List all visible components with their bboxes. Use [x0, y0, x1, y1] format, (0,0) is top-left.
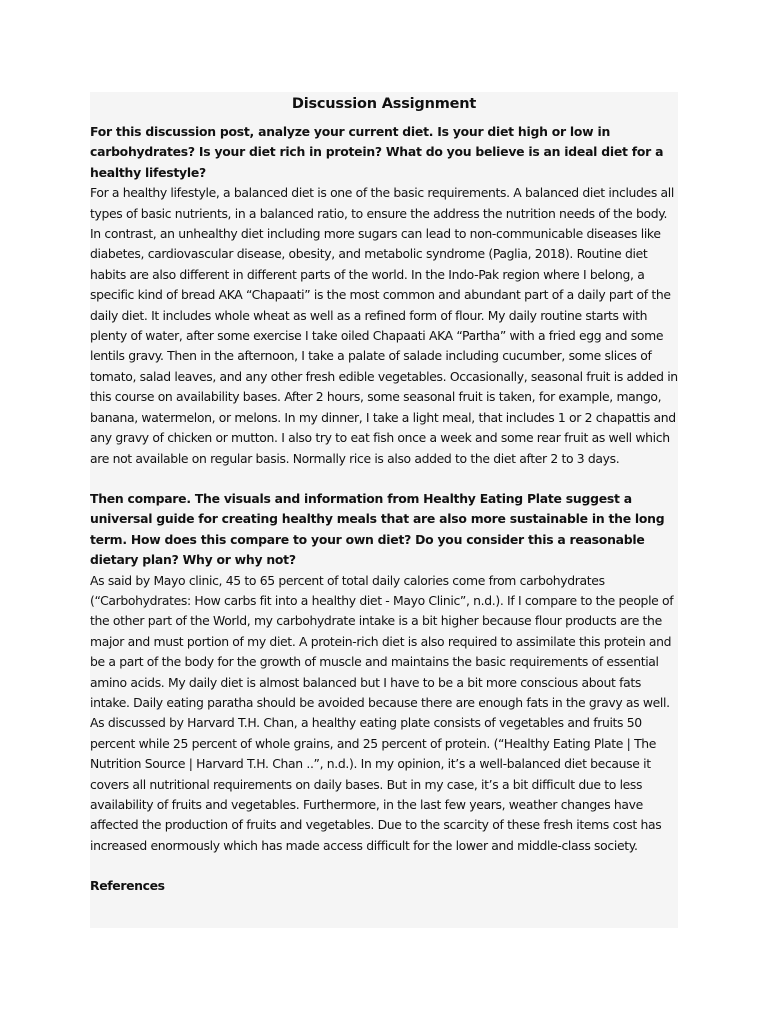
document-body [90, 122, 678, 897]
paragraph-spacer [90, 469, 678, 489]
answer-2: As said by Mayo clinic, 45 to 65 percent of total daily calories come from carbohydrates (“Carbohydrates: How carbs fit into a healthy diet - Mayo Clinic”, n.d.). If I compare to the people of the other part of the World, my carbohydrate intake is a bit higher because flour products are the major and must portion of my diet. A protein-rich diet is also required to assimilate this protein and be a part of the body for the growth of muscle and maintains the basic requirements of essential amino acids. My daily diet is almost balanced but I have to be a bit more conscious about fats intake. Daily eating paratha should be avoided because there are enough fats in the gravy as well. As discussed by Harvard T.H. Chan, a healthy eating plate consists of vegetables and fruits 50 percent while 25 percent of whole grains, and 25 percent of protein. (“Healthy Eating Plate | The Nutrition Source | Harvard T.H. Chan ..”, n.d.). In my opinion, it’s a well-balanced diet because it covers all nutritional requirements on daily bases. But in my case, it’s a bit difficult due to less availability of fruits and vegetables. Furthermore, in the last few years, weather changes have affected the production of fruits and vegetables. Due to the scarcity of these fresh items cost has increased enormously which has made access difficult for the lower and middle-class society. [90, 572, 674, 853]
question-2: Then compare. The visuals and information from Healthy Eating Plate suggest a universal guide for creating healthy meals that are also more sustainable in the long term. How does this compare to your own diet? Do you consider this a reasonable dietary plan? Why or why not? [90, 490, 665, 568]
document-title: Discussion Assignment [291, 96, 477, 112]
question-1: For this discussion post, analyze your current diet. Is your diet high or low in carbohydrates? Is your diet rich in protein? What do you believe is an ideal diet for a healthy lifestyle? [90, 124, 664, 180]
references-heading: References [90, 878, 165, 894]
answer-1: For a healthy lifestyle, a balanced diet is one of the basic requirements. A balanced diet includes all types of basic nutrients, in a balanced ratio, to ensure the address the nutrition needs of the body. In contrast, an unhealthy diet including more sugars can lead to non-communicable diseases like diabetes, cardiovascular disease, obesity, and metabolic syndrome (Paglia, 2018). Routine diet habits are also different in different parts of the world. In the Indo-Pak region where I belong, a specific kind of bread AKA “Chapaati” is the most common and abundant part of a daily part of the daily diet. It includes whole wheat as well as a refined form of flour. My daily routine starts with plenty of water, after some exercise I take oiled Chapaati AKA “Partha” with a fried egg and some lentils gravy. Then in the afternoon, I take a palate of salade including cucumber, some slices of tomato, salad leaves, and any other fresh edible vegetables. Occasionally, seasonal fruit is added in this course on availability bases. After 2 hours, some seasonal fruit is taken, for example, mango, banana, watermelon, or melons. In my dinner, I take a light meal, that includes 1 or 2 chapattis and any gravy of chicken or mutton. I also try to eat fish once a week and some rear fruit as well which are not available on regular basis. Normally rice is also added to the diet after 2 to 3 days. [90, 185, 678, 466]
document-page [90, 92, 678, 928]
